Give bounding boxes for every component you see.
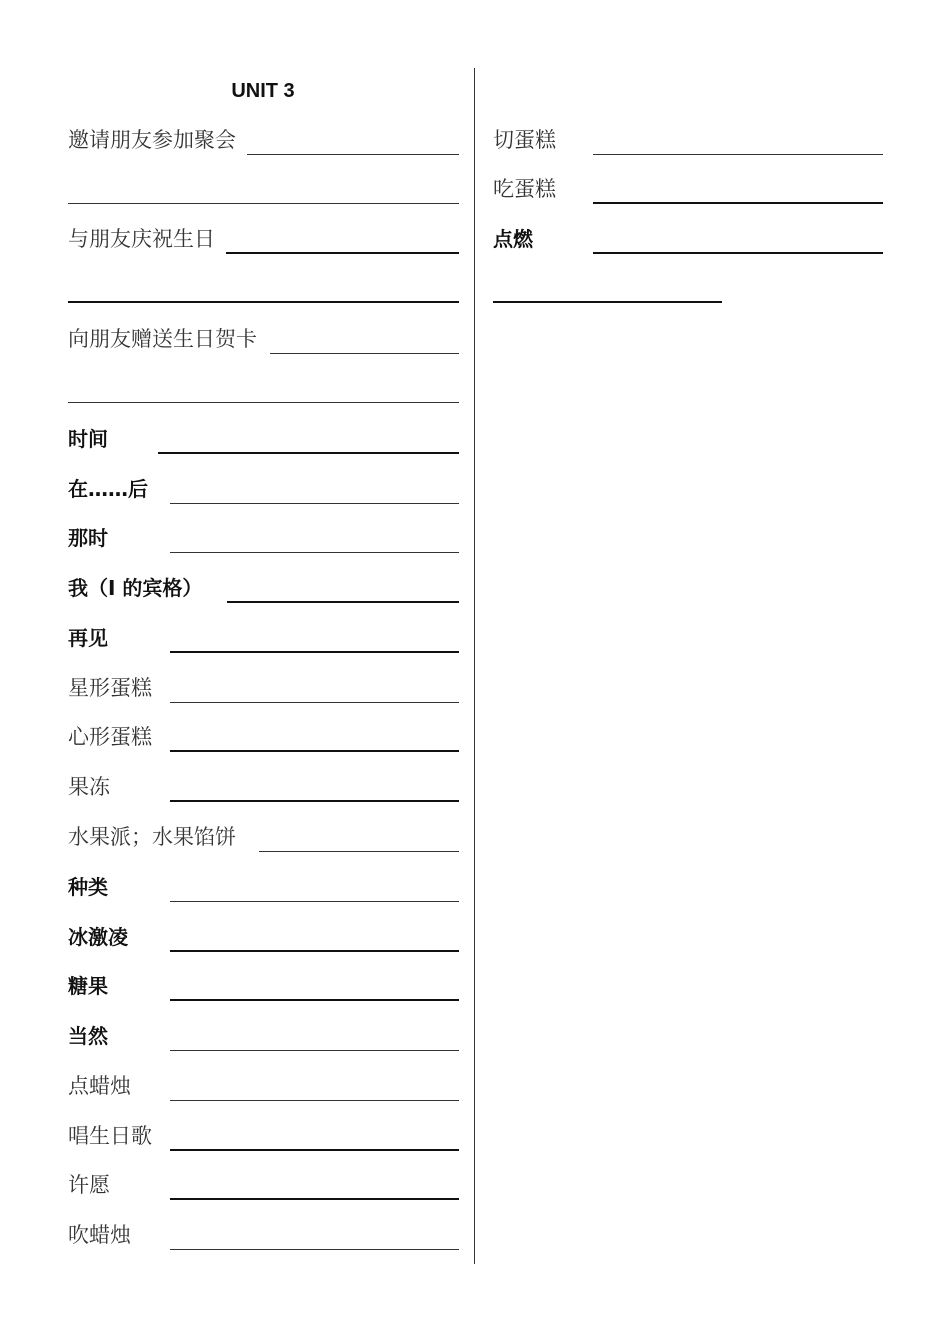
- answer-line[interactable]: [170, 503, 459, 504]
- vocab-item: [68, 474, 459, 504]
- vocab-item: [68, 772, 459, 802]
- vocab-label: 在……后: [68, 477, 148, 501]
- answer-line[interactable]: [170, 1050, 459, 1051]
- answer-line[interactable]: [170, 651, 459, 653]
- answer-line[interactable]: [247, 154, 459, 155]
- vocab-label: 向朋友赠送生日贺卡: [68, 327, 257, 351]
- vocab-label: 当然: [68, 1024, 108, 1048]
- vocab-item: [493, 224, 883, 254]
- answer-line[interactable]: [170, 750, 459, 752]
- vocab-item: [68, 1021, 459, 1051]
- answer-line[interactable]: [593, 202, 883, 204]
- unit-title: UNIT 3: [231, 80, 295, 102]
- answer-line[interactable]: [227, 601, 459, 603]
- answer-line-continuation[interactable]: [68, 301, 459, 303]
- vocab-item: [68, 523, 459, 553]
- vocab-item: [68, 573, 459, 603]
- answer-line[interactable]: [170, 800, 459, 802]
- answer-line[interactable]: [170, 950, 459, 952]
- vocab-item: [68, 922, 459, 952]
- vocab-label: 我（I 的宾格）: [68, 576, 203, 600]
- vocab-label: 糖果: [68, 974, 108, 998]
- vocab-label: 冰激凌: [68, 925, 128, 949]
- vocab-item: [493, 174, 883, 204]
- answer-line[interactable]: [170, 552, 459, 553]
- vocab-label: 唱生日歌: [68, 1124, 152, 1148]
- answer-line[interactable]: [593, 154, 883, 155]
- vocab-label: 水果派；水果馅饼: [68, 825, 236, 849]
- answer-line[interactable]: [593, 252, 883, 254]
- answer-line[interactable]: [170, 1198, 459, 1200]
- vocab-item: [68, 971, 459, 1001]
- answer-line[interactable]: [259, 851, 459, 852]
- answer-line-continuation[interactable]: [68, 203, 459, 204]
- vocab-item: [68, 1170, 459, 1200]
- vocab-label: 点蜡烛: [68, 1074, 131, 1098]
- vocab-label: 时间: [68, 427, 108, 451]
- vocab-label: 吹蜡烛: [68, 1223, 131, 1247]
- column-divider: [474, 68, 475, 1264]
- vocab-item: [68, 1071, 459, 1101]
- vocab-item: [68, 125, 459, 155]
- vocab-label: 那时: [68, 526, 108, 550]
- answer-line[interactable]: [170, 1149, 459, 1151]
- vocab-item: [493, 125, 883, 155]
- vocab-item: [68, 424, 459, 454]
- vocab-label: 种类: [68, 875, 108, 899]
- vocab-item: [68, 673, 459, 703]
- vocab-label: 与朋友庆祝生日: [68, 227, 215, 251]
- vocab-item: [68, 1121, 459, 1151]
- answer-line[interactable]: [170, 901, 459, 902]
- answer-line[interactable]: [170, 999, 459, 1001]
- answer-line[interactable]: [158, 452, 459, 454]
- vocab-label: 再见: [68, 626, 108, 650]
- vocab-item: [68, 722, 459, 752]
- answer-line[interactable]: [226, 252, 459, 254]
- vocab-label: 心形蛋糕: [68, 725, 152, 749]
- vocab-label: 果冻: [68, 775, 110, 799]
- answer-line[interactable]: [170, 702, 459, 703]
- answer-line-continuation[interactable]: [68, 402, 459, 403]
- answer-line[interactable]: [170, 1100, 459, 1101]
- vocab-label: 许愿: [68, 1173, 110, 1197]
- vocab-label: 点燃: [493, 227, 533, 251]
- vocab-item: [68, 224, 459, 254]
- vocab-item: [68, 324, 459, 354]
- answer-line[interactable]: [270, 353, 459, 354]
- vocab-item: [68, 623, 459, 653]
- vocab-label: 吃蛋糕: [493, 177, 556, 201]
- vocab-item: [68, 1220, 459, 1250]
- vocab-item: [68, 872, 459, 902]
- answer-line-continuation[interactable]: [493, 301, 722, 303]
- vocab-item: [68, 822, 459, 852]
- vocab-label: 切蛋糕: [493, 128, 556, 152]
- answer-line[interactable]: [170, 1249, 459, 1250]
- vocab-label: 邀请朋友参加聚会: [68, 128, 236, 152]
- vocab-label: 星形蛋糕: [68, 676, 152, 700]
